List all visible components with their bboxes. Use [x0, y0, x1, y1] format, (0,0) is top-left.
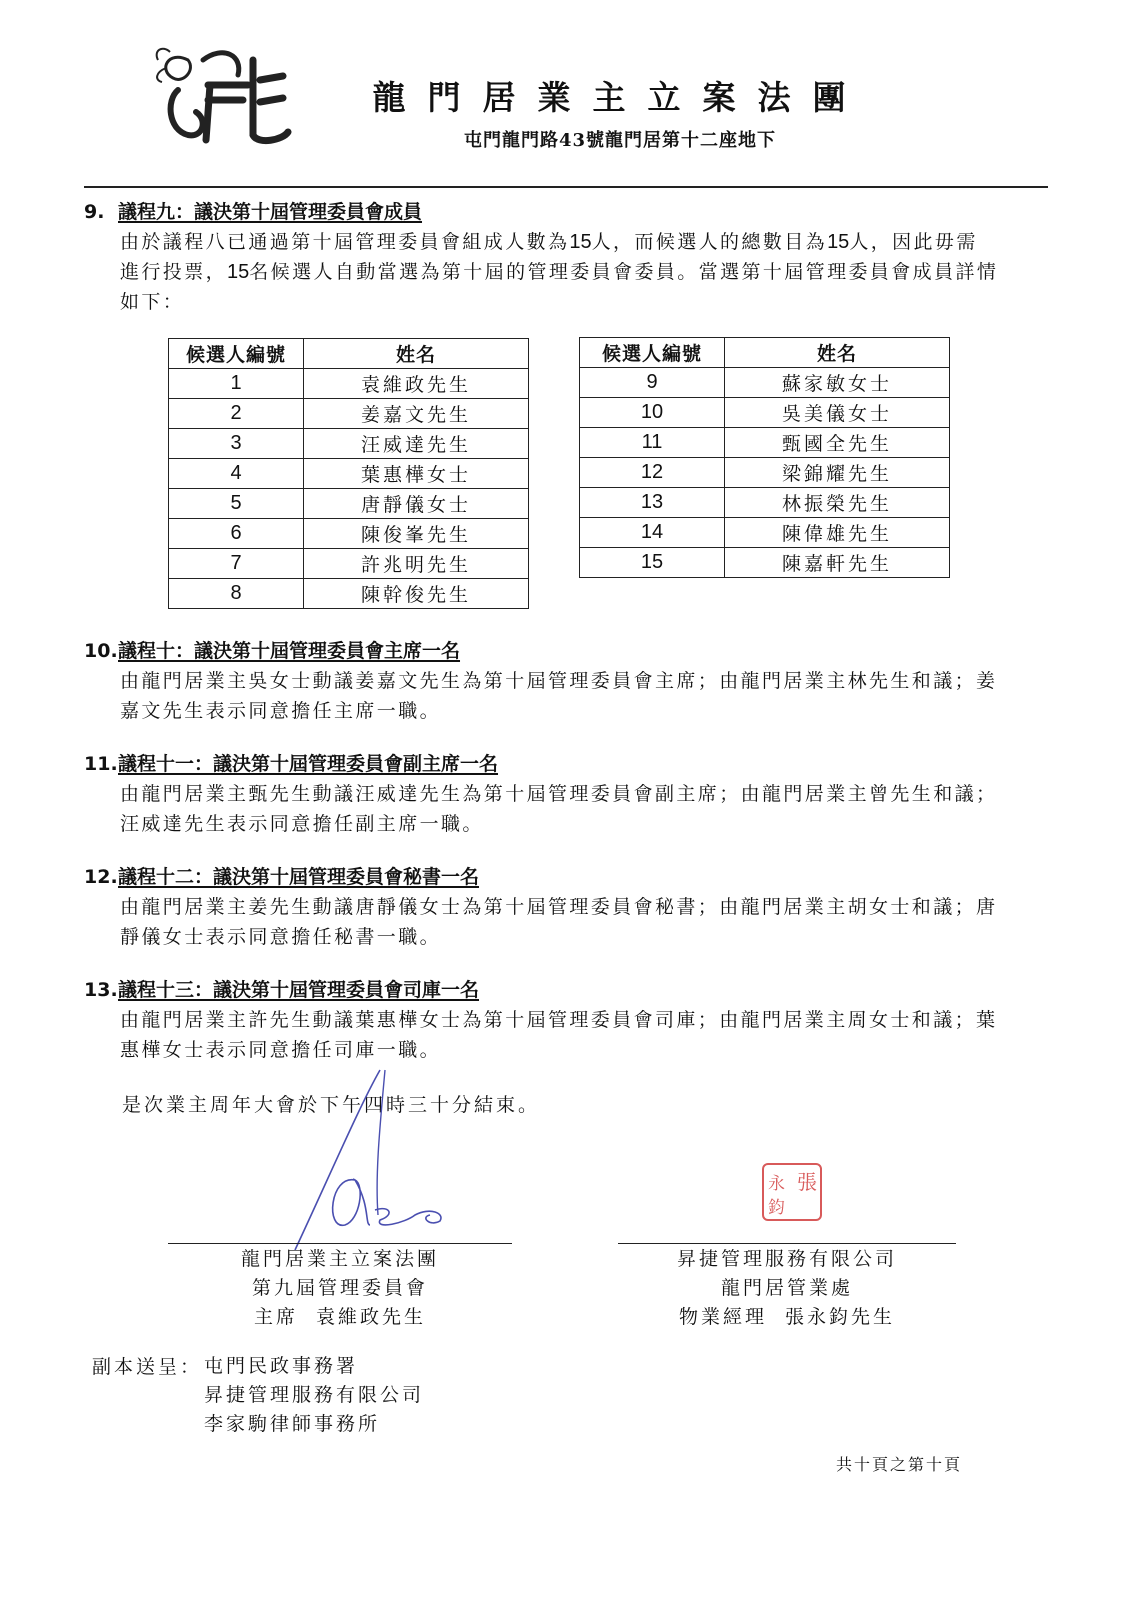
candidate-number: 15 [580, 548, 725, 578]
candidate-number: 5 [169, 489, 304, 519]
agenda-13-number: 13. [84, 979, 118, 1001]
table-row [169, 489, 529, 519]
agenda-10-number: 10. [84, 640, 118, 662]
table-row [169, 429, 529, 459]
agenda-10-line-1: 由龍門居業主吳女士動議姜嘉文先生為第十屆管理委員會主席；由龍門居業主林先生和議；姜 [120, 670, 998, 692]
right-signature-line [618, 1243, 956, 1244]
agenda-13-title: 議程十三：議決第十屆管理委員會司庫一名 [118, 979, 480, 1001]
candidate-name: 陳嘉軒先生 [725, 548, 950, 578]
agenda-10-line-2: 嘉文先生表示同意擔任主席一職。 [120, 700, 442, 722]
elected-count: 15 [227, 261, 250, 283]
signatory-office: 龍門居管業處 [720, 1277, 853, 1299]
svg-text:永: 永 [768, 1174, 785, 1194]
svg-text:張: 張 [797, 1170, 817, 1194]
candidate-name: 姜嘉文先生 [304, 399, 529, 429]
candidate-count: 15 [827, 231, 850, 253]
agenda-9-body [84, 227, 1054, 317]
candidate-name: 林振榮先生 [725, 488, 950, 518]
candidate-name: 袁維政先生 [304, 369, 529, 399]
agenda-9-heading [84, 197, 1054, 227]
candidate-name: 甄國全先生 [725, 428, 950, 458]
signatory-company: 昇捷管理服務有限公司 [676, 1248, 897, 1270]
candidate-number: 1 [169, 369, 304, 399]
agenda-11-body [84, 779, 1054, 839]
agenda-9-line-1 [120, 227, 1054, 257]
agenda-13-line-2: 惠樺女士表示同意擔任司庫一職。 [120, 1039, 442, 1061]
member-count: 15 [569, 231, 592, 253]
agenda-13-body [84, 1005, 1054, 1065]
table-row [580, 488, 950, 518]
candidate-table-right [579, 337, 950, 578]
candidate-name: 許兆明先生 [304, 549, 529, 579]
candidate-table-left [168, 338, 529, 609]
candidate-name: 葉惠樺女士 [304, 459, 529, 489]
column-header-number: 候選人編號 [580, 338, 725, 368]
text: 名候選人自動當選為第十屆的管理委員會委員。當選第十屆管理委員會成員詳情 [249, 261, 999, 283]
column-header-name: 姓名 [725, 338, 950, 368]
agenda-9-line-3: 如下： [120, 291, 185, 313]
agenda-10 [84, 636, 1054, 726]
right-signatory [618, 1245, 956, 1332]
agenda-11-title: 議程十一：議決第十屆管理委員會副主席一名 [118, 753, 499, 775]
agenda-9-title: 議程九：議決第十屆管理委員會成員 [118, 201, 423, 223]
agenda-12-heading [84, 862, 1054, 892]
candidate-number: 7 [169, 549, 304, 579]
agenda-11-line-1: 由龍門居業主甄先生動議汪威達先生為第十屆管理委員會副主席；由龍門居業主曾先生和議； [120, 783, 998, 805]
agenda-13-heading [84, 975, 1054, 1005]
left-signature-line [168, 1243, 512, 1244]
agenda-13-line-1: 由龍門居業主許先生動議葉惠樺女士為第十屆管理委員會司庫；由龍門居業主周女士和議；葉 [120, 1009, 998, 1031]
copy-to-list [204, 1352, 424, 1439]
agenda-9 [84, 197, 1054, 317]
candidate-name: 陳幹俊先生 [304, 579, 529, 609]
candidate-name: 汪威達先生 [304, 429, 529, 459]
agenda-12 [84, 862, 1054, 952]
signatory-committee: 第九屆管理委員會 [251, 1277, 428, 1299]
meeting-closing-statement: 是次業主周年大會於下午四時三十分結束。 [122, 1094, 541, 1116]
signatory-name: 物業經理 張永鈞先生 [678, 1306, 896, 1328]
candidate-number: 14 [580, 518, 725, 548]
candidate-name: 梁錦耀先生 [725, 458, 950, 488]
text: 進行投票， [120, 261, 228, 283]
table-row [169, 519, 529, 549]
candidate-number: 4 [169, 459, 304, 489]
agenda-9-number: 9. [84, 201, 105, 223]
candidate-name: 唐靜儀女士 [304, 489, 529, 519]
agenda-11-line-2: 汪威達先生表示同意擔任副主席一職。 [120, 813, 484, 835]
agenda-12-line-1: 由龍門居業主姜先生動議唐靜儀女士為第十屆管理委員會秘書；由龍門居業主胡女士和議；唐 [120, 896, 998, 918]
copy-recipient: 李家駒律師事務所 [204, 1413, 381, 1435]
column-header-number: 候選人編號 [169, 339, 304, 369]
candidate-name: 陳偉雄先生 [725, 518, 950, 548]
agenda-9-line-2 [120, 257, 1054, 287]
agenda-10-heading [84, 636, 1054, 666]
company-seal [762, 1163, 822, 1221]
signatory-name: 主席 袁維政先生 [253, 1306, 427, 1328]
copy-recipient: 屯門民政事務署 [204, 1355, 359, 1377]
table-row [580, 458, 950, 488]
copy-recipient: 昇捷管理服務有限公司 [204, 1384, 425, 1406]
svg-text:鈞: 鈞 [768, 1198, 785, 1218]
agenda-12-title: 議程十二：議決第十屆管理委員會秘書一名 [118, 866, 480, 888]
candidate-number: 8 [169, 579, 304, 609]
agenda-12-body [84, 892, 1054, 952]
chairman-signature [280, 1065, 460, 1255]
agenda-13 [84, 975, 1054, 1065]
agenda-10-title: 議程十：議決第十屆管理委員會主席一名 [118, 640, 461, 662]
left-signatory [168, 1245, 512, 1332]
agenda-12-line-2: 靜儀女士表示同意擔任秘書一職。 [120, 926, 442, 948]
copy-to-label: 副本送呈： [92, 1356, 203, 1378]
table-header-row [169, 339, 529, 369]
candidate-number: 6 [169, 519, 304, 549]
candidate-name: 蘇家敏女士 [725, 368, 950, 398]
agenda-11 [84, 749, 1054, 839]
table-row [580, 398, 950, 428]
table-row [169, 459, 529, 489]
text: 人，而候選人的總數目為 [591, 231, 828, 253]
agenda-11-number: 11. [84, 753, 118, 775]
text: 人，因此毋需 [849, 231, 978, 253]
table-row [169, 579, 529, 609]
text: 由於議程八已通過第十屆管理委員會組成人數為 [120, 231, 570, 253]
candidate-number: 2 [169, 399, 304, 429]
table-row [169, 369, 529, 399]
candidate-number: 10 [580, 398, 725, 428]
page-number: 共十頁之第十頁 [836, 1455, 963, 1474]
organization-address: 屯門龍門路43號龍門居第十二座地下 [463, 130, 777, 151]
candidate-number: 11 [580, 428, 725, 458]
signatory-organization: 龍門居業主立案法團 [240, 1248, 439, 1270]
candidate-number: 12 [580, 458, 725, 488]
table-row [169, 549, 529, 579]
header-divider [84, 186, 1048, 188]
candidate-number: 13 [580, 488, 725, 518]
table-row [580, 548, 950, 578]
candidate-name: 吳美儀女士 [725, 398, 950, 428]
table-row [169, 399, 529, 429]
table-header-row [580, 338, 950, 368]
candidate-name: 陳俊峯先生 [304, 519, 529, 549]
candidate-number: 3 [169, 429, 304, 459]
candidate-number: 9 [580, 368, 725, 398]
agenda-10-body [84, 666, 1054, 726]
table-row [580, 518, 950, 548]
agenda-12-number: 12. [84, 866, 118, 888]
table-row [580, 368, 950, 398]
dragon-logo [148, 40, 298, 150]
table-row [580, 428, 950, 458]
agenda-11-heading [84, 749, 1054, 779]
column-header-name: 姓名 [304, 339, 529, 369]
organization-title: 龍門居業主立案法團 [372, 78, 868, 117]
